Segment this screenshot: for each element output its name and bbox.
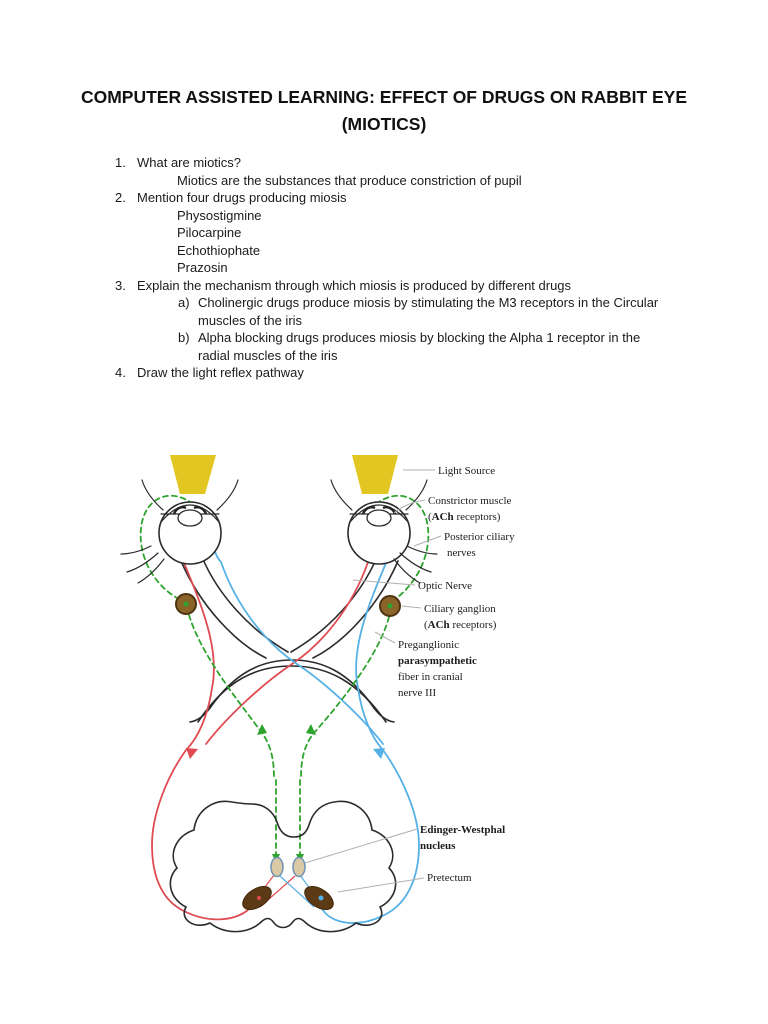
- page-title-line2: (MIOTICS): [341, 114, 427, 134]
- label-preganglionic-2: parasympathetic: [398, 655, 477, 667]
- question-number: 4.: [115, 365, 126, 380]
- light-reflex-pathway-diagram: [0, 430, 768, 990]
- subitem-marker: a): [178, 295, 190, 310]
- question-text: Explain the mechanism through which miosis is produced by different drugs: [137, 277, 572, 293]
- subitem-b: [0, 329, 768, 364]
- ganglion-dot-left: [184, 602, 189, 607]
- eye-left: [121, 480, 238, 583]
- lens-left: [178, 510, 202, 526]
- edinger-westphal-nucleus-left: [271, 858, 283, 877]
- light-beam-left: [170, 455, 216, 494]
- label-posterior-ciliary: Posterior ciliary: [444, 531, 515, 543]
- lens-right: [367, 510, 391, 526]
- question-list: [0, 154, 768, 382]
- page-title-line1: COMPUTER ASSISTED LEARNING: EFFECT OF DRUGS ON RABBIT EYE: [80, 87, 688, 107]
- label-optic-nerve: Optic Nerve: [418, 580, 473, 592]
- answer-line: Physostigmine: [177, 207, 262, 223]
- question-number: 3.: [115, 277, 126, 293]
- question-text: What are miotics?: [137, 155, 242, 170]
- answer-line: Miotics are the substances that produce constriction of pupil: [177, 172, 522, 188]
- light-beam-right: [352, 455, 398, 494]
- answer-line: Prazosin: [177, 260, 228, 275]
- question-text: Draw the light reflex pathway: [137, 365, 304, 380]
- question-number: 1.: [115, 155, 126, 170]
- question-3: [0, 277, 768, 295]
- question-1: [0, 154, 768, 172]
- label-pretectum: Pretectum: [427, 872, 472, 884]
- pretectum-dot-right: [319, 896, 324, 901]
- question-text: Mention four drugs producing miosis: [137, 190, 347, 205]
- subitem-text: Cholinergic drugs produce miosis by stimulating the M3 receptors in the Circular muscles of the iris: [198, 295, 659, 328]
- answer-line: Pilocarpine: [177, 225, 242, 240]
- answer-line: Echothiophate: [177, 242, 261, 258]
- red-fiber-paths: [152, 517, 368, 919]
- green-up-arrowhead: [257, 724, 267, 735]
- question-2: [0, 189, 768, 207]
- label-constrictor-muscle: Constrictor muscle: [428, 495, 512, 507]
- label-posterior-ciliary-2: nerves: [447, 547, 476, 559]
- label-preganglionic-4: nerve III: [398, 687, 437, 699]
- red-arrowhead: [186, 748, 198, 759]
- question-number: 2.: [115, 190, 126, 205]
- ganglion-dot-right: [388, 604, 393, 609]
- label-constrictor-receptors: (ACh receptors): [428, 511, 501, 523]
- blue-arrowhead: [373, 748, 385, 759]
- green-up-arrowhead: [306, 724, 316, 735]
- label-light-source: Light Source: [438, 465, 496, 477]
- subitem-text: Alpha blocking drugs produces miosis by blocking the Alpha 1 receptor in the radial muscles of the iris: [198, 330, 641, 363]
- label-preganglionic-1: Preganglionic: [398, 639, 460, 651]
- label-preganglionic-3: fiber in cranial: [398, 671, 463, 683]
- subitem-marker: b): [178, 330, 190, 345]
- edinger-westphal-nucleus-right: [293, 858, 305, 877]
- page-title: [0, 84, 768, 138]
- label-edinger-westphal-2: nucleus: [420, 840, 456, 852]
- label-ciliary-ganglion: Ciliary ganglion: [424, 603, 496, 615]
- label-edinger-westphal-1: Edinger-Westphal: [420, 824, 506, 836]
- subitem-a: [0, 294, 768, 329]
- pretectum-dot-left: [257, 896, 261, 900]
- label-ciliary-receptors: (ACh receptors): [424, 619, 497, 631]
- question-4: [0, 364, 768, 382]
- optic-chiasm-outline: [181, 557, 398, 722]
